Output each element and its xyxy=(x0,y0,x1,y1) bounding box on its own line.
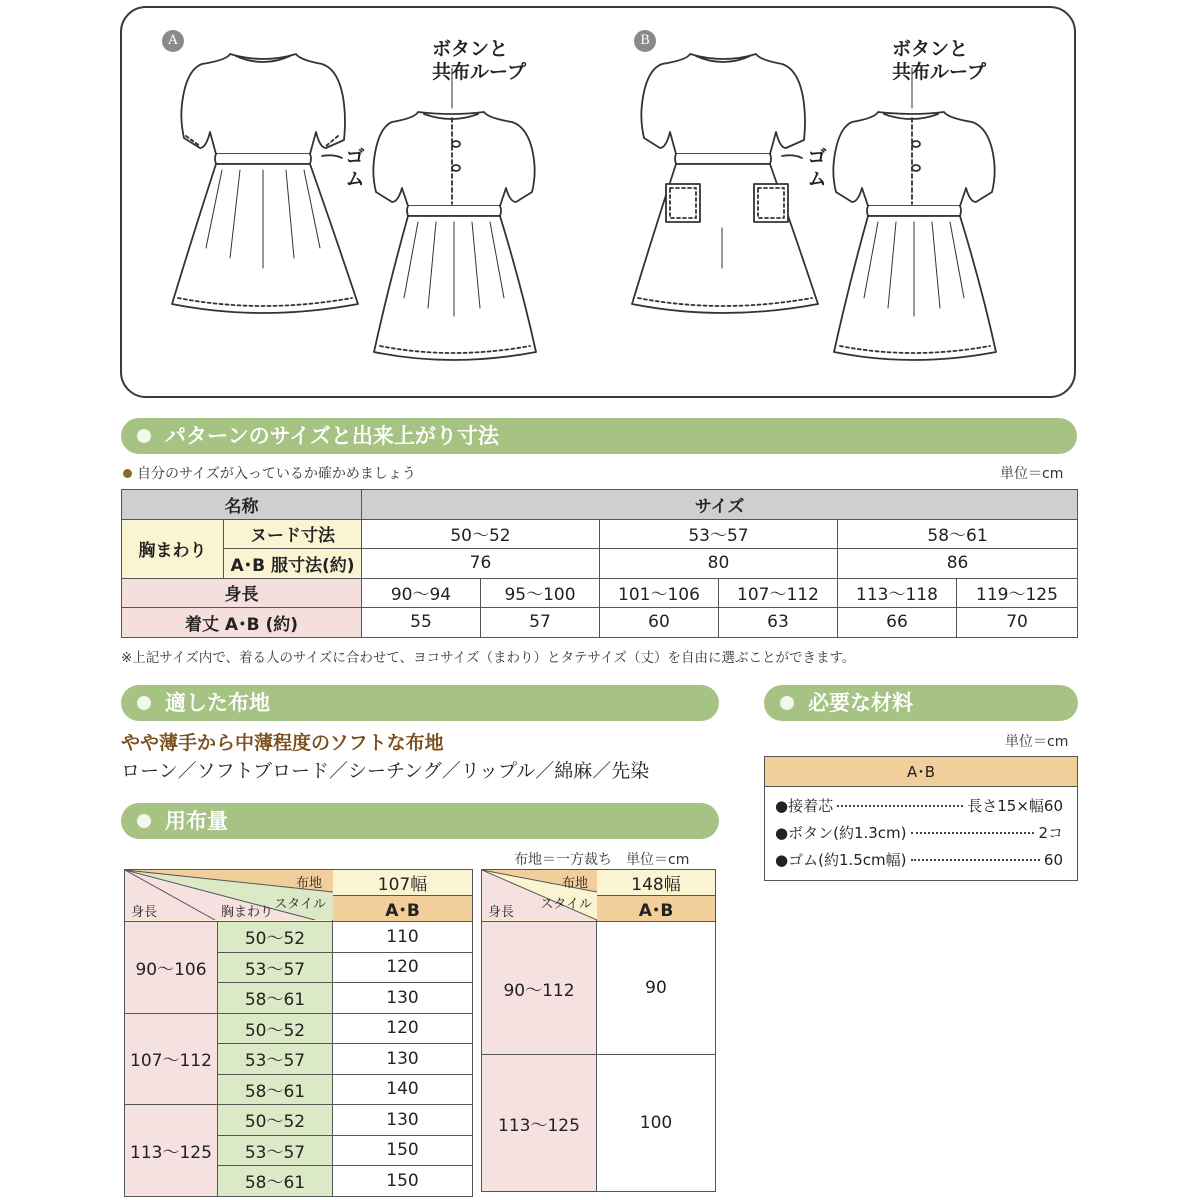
bullet-icon xyxy=(123,469,132,478)
elastic-label-a: ゴム xyxy=(345,146,365,190)
nude-value: 50〜52 xyxy=(362,519,600,549)
materials-list xyxy=(765,787,1078,881)
fabric-title: 適した布地 xyxy=(165,691,270,715)
height-value: 101〜106 xyxy=(600,578,719,608)
size-footnote: ※上記サイズ内で、着る人のサイズに合わせて、ヨコサイズ（まわり）とタテサイズ（丈）を自由に選ぶことができます。 xyxy=(121,650,856,666)
section-dot-icon xyxy=(780,696,794,710)
length-value: 66 xyxy=(838,608,957,638)
button-loop-line2: 共布ループ xyxy=(892,61,987,83)
leader-dots xyxy=(911,832,1035,834)
fabric-width: 107幅 xyxy=(333,870,473,896)
fabric-label: 布地 xyxy=(561,876,588,891)
bust-range: 58〜61 xyxy=(218,1074,333,1105)
fabric-subtitle: やや薄手から中薄程度のソフトな布地 xyxy=(121,732,444,754)
variant-b-badge: B xyxy=(634,30,656,52)
dress-b-back xyxy=(833,68,996,360)
yardage-value: 130 xyxy=(333,983,473,1014)
illustration-panel xyxy=(120,6,1076,398)
yardage-value: 130 xyxy=(333,1105,473,1136)
materials-style-header: A･B xyxy=(765,757,1078,787)
table-row xyxy=(122,519,1078,549)
length-label: 着丈 A･B (約) xyxy=(122,608,362,638)
yardage-header xyxy=(121,803,719,839)
diagonal-header xyxy=(125,870,333,922)
material-label: ●ボタン(約1.3cm) xyxy=(775,824,907,842)
garment-value: 86 xyxy=(838,549,1078,579)
yardage-note: 布地＝一方裁ち 単位＝cm xyxy=(514,852,690,868)
table-row xyxy=(125,1013,473,1044)
height-range: 90〜112 xyxy=(482,922,597,1055)
section-dot-icon xyxy=(137,696,151,710)
pattern-note-text: 自分のサイズが入っているか確かめましょう xyxy=(137,466,416,482)
length-value: 57 xyxy=(481,608,600,638)
height-range: 113〜125 xyxy=(482,1055,597,1192)
pattern-size-title: パターンのサイズと出来上がり寸法 xyxy=(165,424,499,448)
yardage-value: 150 xyxy=(333,1166,473,1197)
material-value: 2コ xyxy=(1038,824,1063,842)
list-item xyxy=(775,849,1063,876)
style-label: スタイル xyxy=(540,897,592,912)
height-range: 90〜106 xyxy=(125,922,218,1014)
bust-label: 胸まわり xyxy=(221,905,274,920)
leader-dots xyxy=(837,805,963,807)
table-row xyxy=(482,1055,716,1192)
header-size: サイズ xyxy=(362,490,1078,520)
yardage-table-107 xyxy=(124,869,473,1197)
table-row xyxy=(122,608,1078,638)
yardage-value: 120 xyxy=(333,1013,473,1044)
height-label: 身長 xyxy=(488,905,515,920)
materials-unit: 単位＝cm xyxy=(1005,734,1069,750)
bust-label: 胸まわり xyxy=(122,519,224,578)
yardage-value: 120 xyxy=(333,952,473,983)
pattern-unit: 単位＝cm xyxy=(1000,466,1064,482)
table-row xyxy=(122,578,1078,608)
table-row xyxy=(125,922,473,953)
yardage-title: 用布量 xyxy=(165,809,228,833)
yardage-table-148 xyxy=(481,869,716,1192)
yardage-value: 100 xyxy=(597,1055,716,1192)
material-label: ●ゴム(約1.5cm幅) xyxy=(775,851,907,869)
dress-a-back xyxy=(373,68,536,360)
bust-range: 50〜52 xyxy=(218,1013,333,1044)
table-row xyxy=(482,922,716,1055)
materials-table xyxy=(764,756,1078,881)
height-value: 113〜118 xyxy=(838,578,957,608)
button-loop-line1: ボタンと xyxy=(892,38,969,60)
yardage-value: 150 xyxy=(333,1135,473,1166)
dress-b-front xyxy=(632,54,818,313)
header-name: 名称 xyxy=(122,490,362,520)
bust-range: 50〜52 xyxy=(218,922,333,953)
style-label: スタイル xyxy=(274,897,326,912)
yardage-value: 140 xyxy=(333,1074,473,1105)
list-item xyxy=(775,795,1063,822)
diagonal-header xyxy=(482,870,597,922)
length-value: 63 xyxy=(719,608,838,638)
fabric-width: 148幅 xyxy=(597,870,716,896)
fabric-list: ローン／ソフトブロード／シーチング／リップル／綿麻／先染 xyxy=(121,760,650,782)
variant-a-badge: A xyxy=(162,30,184,52)
garment-value: 76 xyxy=(362,549,600,579)
table-row xyxy=(122,549,1078,579)
length-value: 60 xyxy=(600,608,719,638)
table-row xyxy=(765,787,1078,881)
bust-range: 50〜52 xyxy=(218,1105,333,1136)
bust-range: 58〜61 xyxy=(218,983,333,1014)
table-row xyxy=(125,870,473,896)
bust-range: 53〜57 xyxy=(218,1135,333,1166)
materials-header xyxy=(764,685,1078,721)
pattern-size-header xyxy=(121,418,1077,454)
material-label: ●接着芯 xyxy=(775,797,834,815)
bust-range: 53〜57 xyxy=(218,952,333,983)
fabric-header xyxy=(121,685,719,721)
nude-value: 53〜57 xyxy=(600,519,838,549)
garment-value: 80 xyxy=(600,549,838,579)
list-item xyxy=(775,822,1063,849)
height-value: 119〜125 xyxy=(957,578,1078,608)
yardage-value: 130 xyxy=(333,1044,473,1075)
nude-value: 58〜61 xyxy=(838,519,1078,549)
size-table xyxy=(121,489,1078,638)
height-value: 107〜112 xyxy=(719,578,838,608)
table-row xyxy=(125,1105,473,1136)
fabric-label: 布地 xyxy=(295,876,322,891)
height-range: 107〜112 xyxy=(125,1013,218,1105)
button-loop-line2: 共布ループ xyxy=(432,61,527,83)
material-value: 長さ15×幅60 xyxy=(967,797,1063,815)
yardage-value: 110 xyxy=(333,922,473,953)
table-row xyxy=(122,490,1078,520)
height-label: 身長 xyxy=(131,905,158,920)
height-label: 身長 xyxy=(122,578,362,608)
dress-a-front xyxy=(172,54,358,313)
pattern-note xyxy=(123,463,416,483)
bust-range: 58〜61 xyxy=(218,1166,333,1197)
length-value: 70 xyxy=(957,608,1078,638)
height-value: 90〜94 xyxy=(362,578,481,608)
material-value: 60 xyxy=(1043,851,1063,869)
table-row xyxy=(765,757,1078,787)
table-row xyxy=(482,870,716,896)
style-value: A･B xyxy=(333,896,473,922)
section-dot-icon xyxy=(137,814,151,828)
elastic-label-b: ゴム xyxy=(807,146,827,190)
leader-dots xyxy=(911,859,1040,861)
button-loop-line1: ボタンと xyxy=(432,38,509,60)
button-loop-label-b xyxy=(892,38,986,84)
garment-label: A･B 服寸法(約) xyxy=(224,549,362,579)
materials-title: 必要な材料 xyxy=(808,691,913,715)
nude-label: ヌード寸法 xyxy=(224,519,362,549)
section-dot-icon xyxy=(137,429,151,443)
height-range: 113〜125 xyxy=(125,1105,218,1197)
height-value: 95〜100 xyxy=(481,578,600,608)
bust-range: 53〜57 xyxy=(218,1044,333,1075)
yardage-value: 90 xyxy=(597,922,716,1055)
style-value: A･B xyxy=(597,896,716,922)
button-loop-label-a xyxy=(432,38,526,84)
length-value: 55 xyxy=(362,608,481,638)
